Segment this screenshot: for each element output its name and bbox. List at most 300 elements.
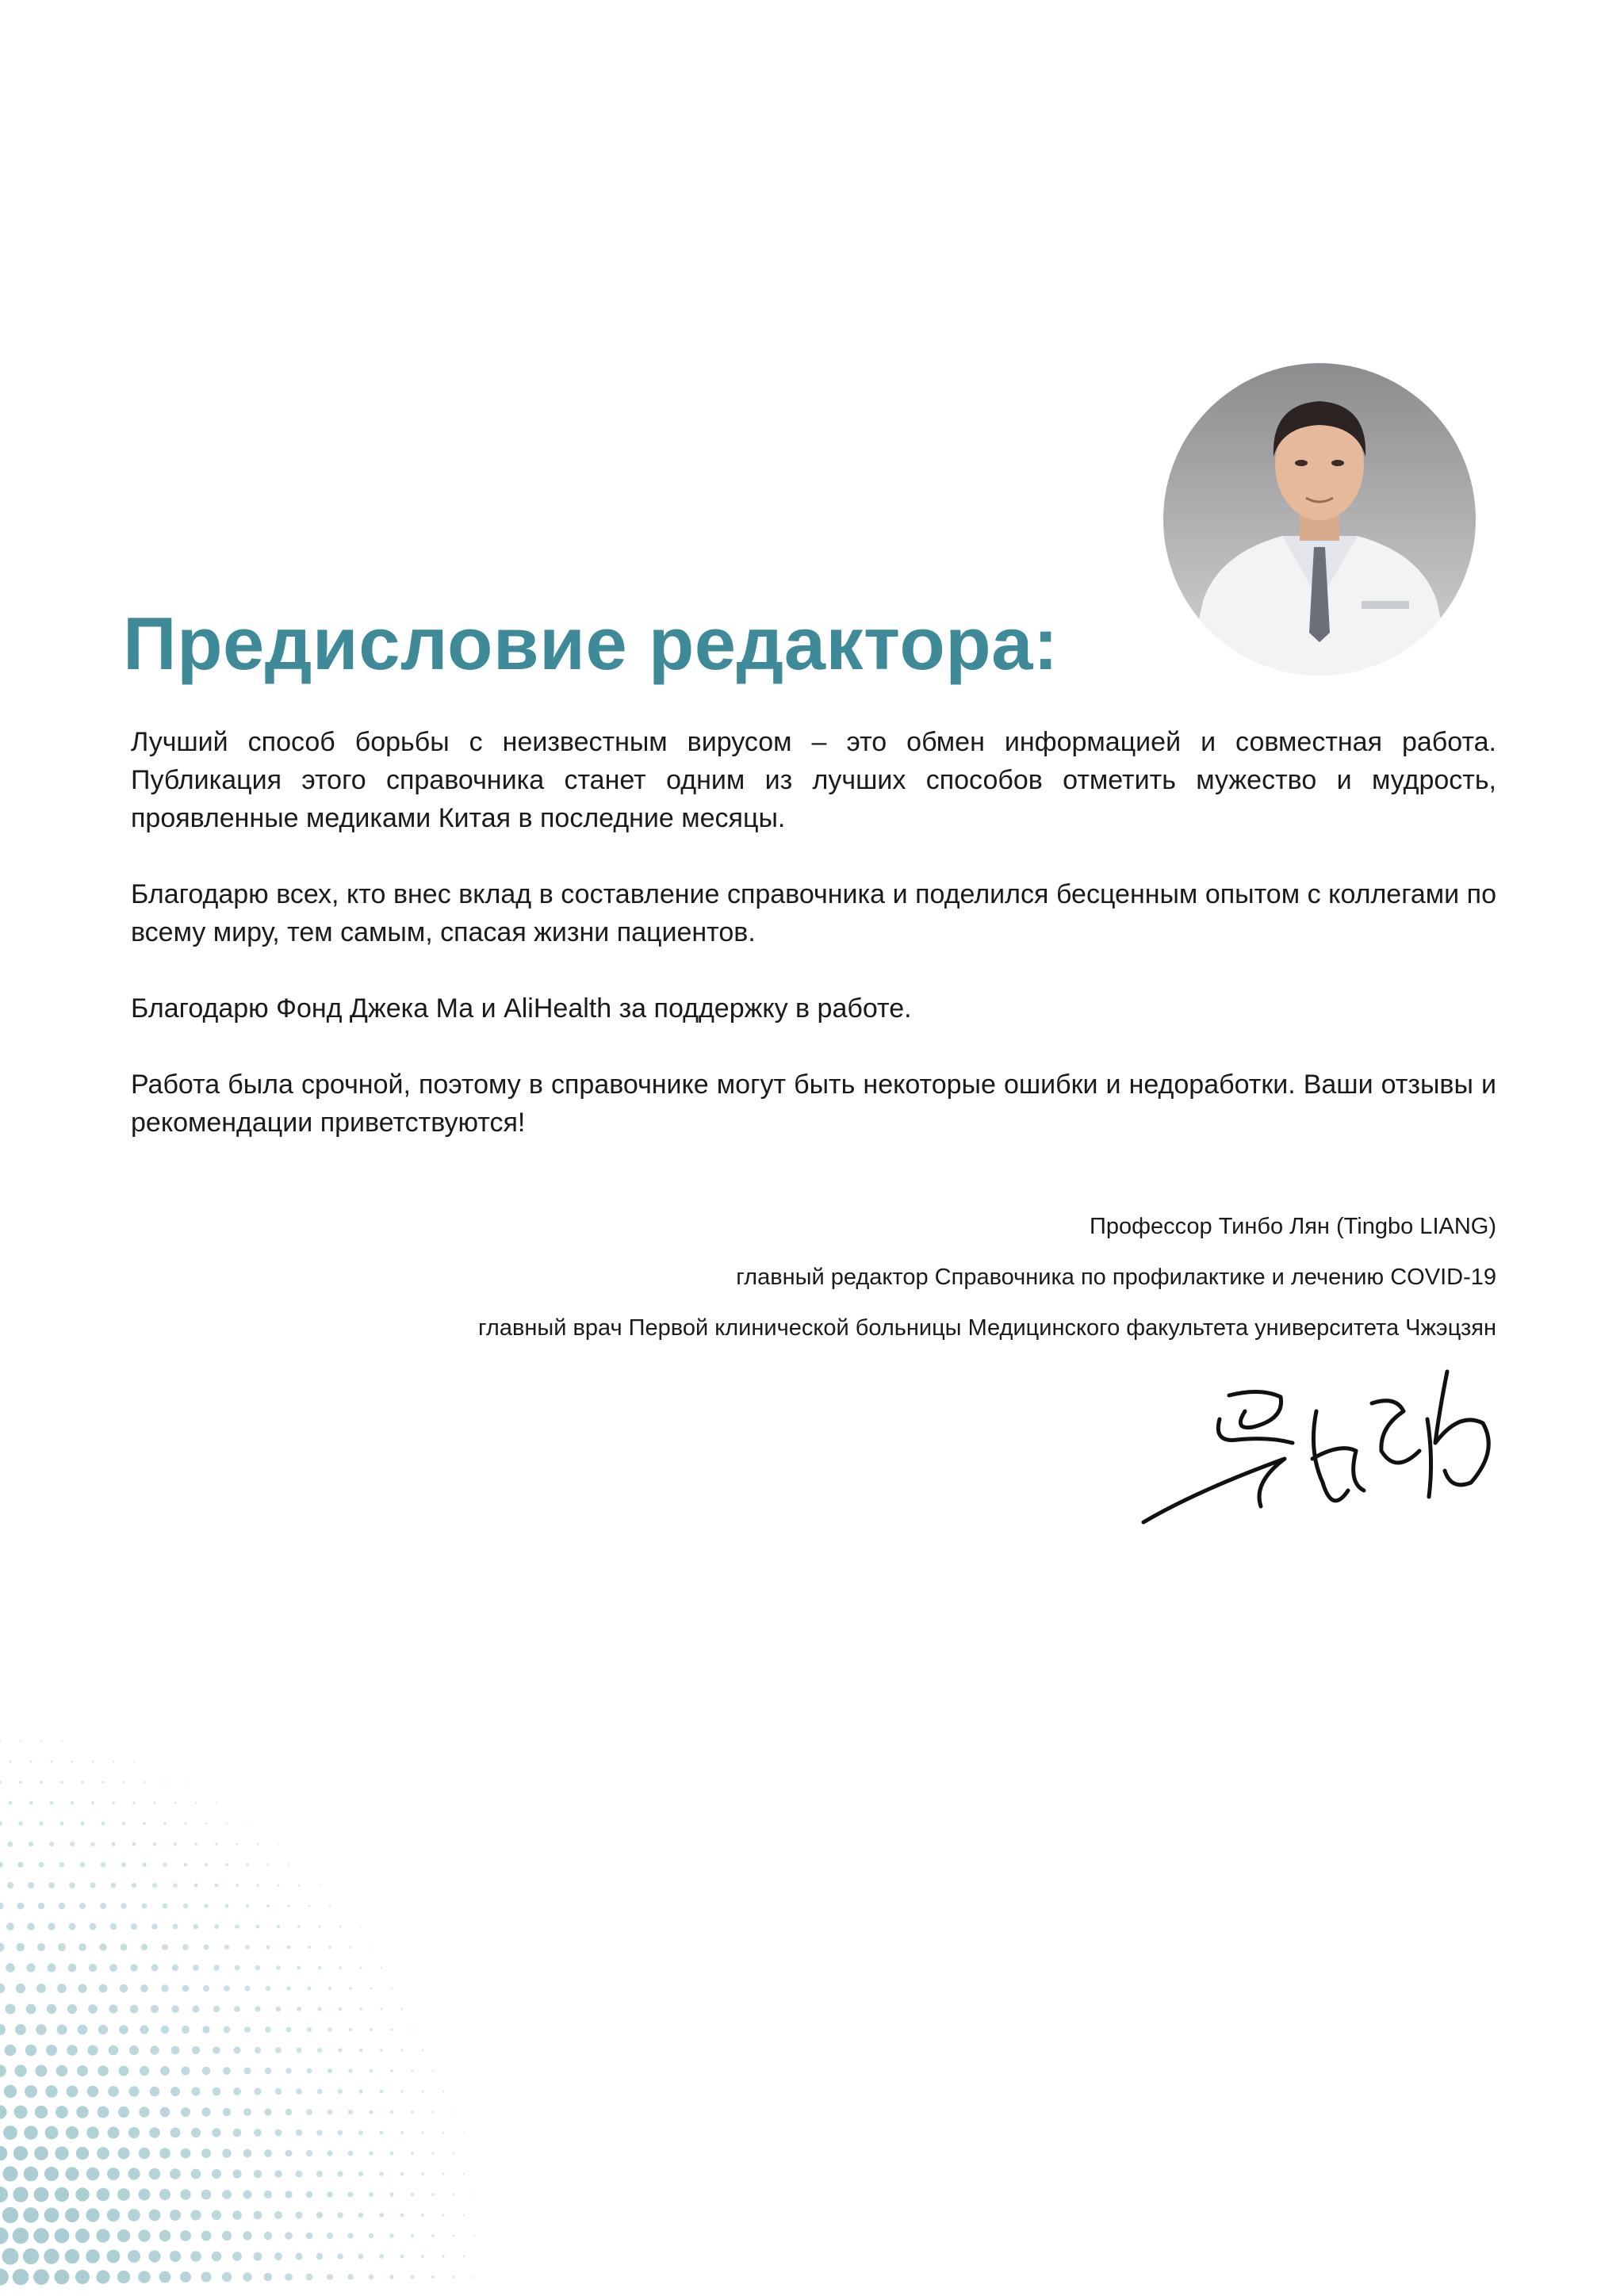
halftone-dot [79, 1903, 86, 1909]
halftone-dot [212, 2128, 220, 2137]
halftone-dot [0, 1862, 3, 1867]
halftone-dot [119, 2066, 129, 2076]
halftone-dot [202, 2026, 209, 2033]
halftone-dot [421, 2131, 423, 2133]
halftone-dot [23, 2248, 39, 2264]
halftone-dot [277, 1884, 279, 1886]
halftone-dot [69, 1882, 75, 1888]
halftone-dot [149, 2127, 160, 2138]
halftone-dot [201, 2107, 210, 2116]
halftone-dot [222, 2190, 232, 2199]
halftone-dot [69, 1923, 76, 1931]
halftone-dot [149, 2168, 160, 2179]
halftone-dot [37, 1943, 45, 1951]
halftone-dot [358, 2172, 363, 2176]
halftone-dot [432, 2070, 434, 2072]
halftone-dot [319, 1885, 320, 1886]
halftone-dot [142, 1904, 147, 1909]
halftone-dot [337, 2212, 343, 2218]
halftone-dot [26, 1963, 35, 1972]
halftone-dot [65, 2167, 79, 2180]
halftone-dot [379, 2254, 384, 2259]
halftone-dot [297, 2007, 301, 2011]
halftone-dot [401, 2008, 403, 2010]
halftone-dot [171, 2046, 180, 2055]
halftone-dot [431, 2234, 435, 2237]
halftone-dot [117, 2229, 130, 2242]
halftone-dot [213, 2087, 221, 2096]
halftone-dot [24, 2126, 37, 2139]
paragraph: Благодарю всех, кто внес вклад в составление справочника и поделился бесценным опытом с коллегами по всему миру, тем самым, спасая жизни пациентов. [131, 879, 1496, 947]
halftone-dot [370, 1988, 373, 1990]
halftone-dot [19, 1781, 22, 1784]
halftone-dot [7, 1882, 13, 1888]
halftone-dot [0, 2268, 9, 2285]
halftone-dot [36, 2065, 48, 2077]
halftone-dot [81, 1781, 83, 1783]
halftone-dot [285, 2068, 292, 2074]
halftone-dot [6, 2004, 16, 2015]
halftone-dot [13, 2146, 28, 2160]
halftone-dot [86, 2249, 100, 2263]
halftone-dot [170, 2251, 181, 2262]
halftone-dot [254, 2129, 262, 2137]
halftone-dot [358, 2130, 363, 2135]
halftone-dot [297, 1925, 301, 1928]
halftone-dot [129, 2045, 139, 2055]
halftone-dot [185, 1781, 186, 1783]
halftone-dot [102, 1781, 104, 1783]
halftone-dot [96, 2229, 109, 2242]
halftone-dot [45, 2126, 59, 2140]
halftone-dot [246, 1863, 248, 1866]
halftone-dot [40, 1740, 42, 1742]
halftone-dot [71, 1761, 74, 1763]
halftone-dot [264, 2108, 271, 2115]
halftone-dot [327, 2068, 332, 2073]
halftone-dot [431, 2152, 434, 2154]
halftone-dot [49, 1842, 54, 1846]
halftone-dot [57, 1984, 67, 1993]
halftone-dot [453, 2194, 455, 2196]
halftone-dot [50, 1801, 54, 1805]
halftone-dot [224, 1945, 229, 1950]
halftone-dot [113, 1761, 114, 1762]
halftone-dot [0, 2105, 7, 2118]
halftone-dot [453, 2276, 455, 2279]
halftone-dot [201, 2272, 212, 2283]
halftone-dot [390, 2028, 393, 2030]
halftone-dot [411, 2193, 414, 2196]
halftone-dot [381, 1967, 382, 1969]
halftone-dot [338, 2048, 342, 2052]
halftone-dot [191, 2128, 201, 2137]
halftone-dot [24, 2167, 39, 2182]
halftone-dot [110, 1923, 117, 1930]
halftone-dot [389, 2192, 393, 2196]
halftone-dot [308, 1905, 311, 1908]
page-title: Предисловие редактора: [123, 602, 1059, 685]
halftone-dot [307, 2027, 312, 2032]
halftone-dot [174, 1843, 177, 1846]
halftone-dot [27, 1923, 35, 1931]
halftone-dot [59, 1903, 65, 1909]
halftone-dot [318, 1925, 320, 1927]
halftone-dot [276, 1965, 281, 1970]
halftone-dot-decoration [0, 1617, 555, 2296]
halftone-dot [379, 2213, 384, 2218]
halftone-dot [190, 2251, 201, 2261]
halftone-dot [411, 2152, 414, 2155]
halftone-dot [243, 2231, 251, 2240]
halftone-dot [139, 2148, 150, 2159]
halftone-dot [205, 1823, 208, 1825]
halftone-dot [285, 2191, 292, 2198]
halftone-dot [130, 2005, 139, 2014]
paragraph: Благодарю Фонд Джека Ма и AliHealth за поддержку в работе. [131, 993, 912, 1024]
halftone-dot [225, 1863, 228, 1866]
halftone-dot [316, 2212, 323, 2218]
halftone-dot [243, 2108, 251, 2116]
halftone-dot [182, 2067, 190, 2076]
halftone-dot [152, 1883, 157, 1888]
halftone-dot [150, 2087, 160, 2097]
halftone-dot [245, 1945, 250, 1950]
halftone-dot [142, 1862, 147, 1867]
halftone-dot [97, 2188, 110, 2202]
halftone-dot [285, 2273, 293, 2281]
halftone-dot [389, 2275, 393, 2279]
halftone-dot [400, 2049, 403, 2051]
halftone-dot [348, 2110, 353, 2114]
halftone-dot [339, 1966, 342, 1969]
preface-body [131, 723, 1496, 1142]
halftone-dot [170, 2128, 181, 2138]
halftone-dot [184, 1822, 186, 1824]
halftone-dot [317, 2048, 322, 2053]
halftone-dot [128, 2168, 140, 2179]
halftone-dot [275, 2130, 282, 2137]
halftone-dot [6, 1923, 14, 1931]
halftone-dot [432, 2111, 435, 2114]
halftone-dot [86, 2168, 100, 2181]
halftone-dot [0, 2064, 6, 2077]
halftone-dot [400, 2255, 404, 2259]
halftone-dot [128, 2127, 140, 2138]
halftone-dot [75, 2229, 90, 2243]
halftone-dot [213, 2006, 220, 2012]
halftone-dot [285, 2109, 292, 2115]
halftone-dot [257, 1843, 259, 1845]
halftone-dot [411, 2110, 414, 2114]
halftone-dot [97, 2147, 109, 2160]
halftone-dot [60, 1781, 63, 1784]
halftone-dot [65, 2208, 79, 2222]
halftone-dot [369, 2233, 373, 2238]
halftone-dot [122, 1822, 125, 1825]
halftone-dot [202, 2067, 210, 2075]
halftone-dot [172, 1965, 178, 1971]
halftone-dot [88, 2004, 98, 2014]
halftone-dot [442, 2214, 444, 2216]
halftone-dot [140, 2025, 148, 2034]
halftone-dot [15, 2024, 26, 2035]
halftone-dot [215, 1884, 219, 1888]
halftone-dot [120, 1984, 128, 1992]
halftone-dot [171, 2005, 179, 2013]
halftone-dot [412, 2029, 413, 2030]
halftone-dot [442, 2091, 444, 2092]
halftone-dot [256, 1884, 259, 1887]
halftone-dot [232, 2252, 242, 2261]
halftone-dot [8, 1842, 13, 1847]
halftone-dot [183, 1904, 188, 1908]
halftone-dot [400, 2172, 404, 2176]
halftone-dot [121, 1903, 126, 1908]
halftone-dot [192, 2005, 199, 2012]
halftone-dot [264, 2273, 273, 2282]
halftone-dot [45, 2085, 57, 2097]
halftone-dot [297, 1966, 301, 1970]
halftone-dot [213, 2046, 220, 2054]
halftone-dot [195, 1802, 197, 1804]
halftone-dot [36, 1984, 46, 1993]
halftone-dot [55, 2270, 70, 2285]
author-credits [478, 1211, 1496, 1363]
halftone-dot [337, 2171, 343, 2176]
halftone-dot [9, 1801, 13, 1805]
halftone-dot [338, 2089, 343, 2094]
halftone-dot [329, 1905, 331, 1907]
halftone-dot [205, 1863, 208, 1866]
halftone-dot [68, 1964, 77, 1973]
halftone-dot [389, 2233, 393, 2237]
halftone-dot [151, 1923, 158, 1930]
halftone-dot [400, 2090, 404, 2093]
halftone-dot [274, 2170, 282, 2178]
halftone-dot [117, 2188, 130, 2201]
halftone-dot [160, 2107, 170, 2118]
author-position: главный врач Первой клинической больницы Медицинского факультета университета Чжэцзян [477, 1315, 1496, 1341]
halftone-dot [75, 2270, 90, 2284]
halftone-dot [0, 1781, 2, 1784]
halftone-dot [33, 2228, 49, 2244]
halftone-dot [66, 2126, 79, 2139]
halftone-dot [245, 1986, 251, 1992]
halftone-dot [421, 2172, 424, 2175]
halftone-dot [317, 2007, 321, 2011]
halftone-dot [463, 2256, 465, 2258]
halftone-dot [90, 1842, 95, 1846]
halftone-dot [0, 1943, 4, 1952]
halftone-dot [107, 2250, 121, 2263]
halftone-dot [35, 2106, 48, 2118]
halftone-dot [181, 2107, 190, 2117]
halftone-dot [160, 2066, 170, 2076]
halftone-dot [86, 2208, 99, 2221]
halftone-dot [274, 2252, 282, 2260]
halftone-dot [243, 2149, 252, 2158]
halftone-dot [473, 2194, 475, 2195]
halftone-dot [255, 2006, 260, 2011]
halftone-dot [285, 2150, 293, 2157]
halftone-dot [0, 1821, 2, 1826]
halftone-dot [339, 1926, 342, 1928]
halftone-dot [370, 2069, 373, 2073]
halftone-dot [201, 2149, 211, 2158]
halftone-dot [56, 2106, 68, 2118]
halftone-dot [204, 1945, 209, 1950]
halftone-dot [36, 2024, 46, 2034]
halftone-dot [232, 2210, 242, 2220]
halftone-dot [431, 2193, 435, 2196]
handwritten-signature [1134, 1364, 1499, 1538]
halftone-dot [327, 2110, 333, 2115]
halftone-dot [400, 2214, 404, 2218]
halftone-dot [151, 1965, 159, 1972]
halftone-dot [173, 1883, 178, 1888]
halftone-dot [71, 1801, 74, 1804]
halftone-dot [55, 2229, 70, 2244]
halftone-dot [327, 2027, 331, 2031]
halftone-dot [286, 1986, 291, 1991]
halftone-dot [193, 1883, 197, 1887]
halftone-dot [190, 2210, 201, 2220]
halftone-dot [306, 2191, 313, 2198]
halftone-dot [223, 2067, 231, 2075]
halftone-dot [30, 1761, 33, 1763]
halftone-dot [214, 1924, 219, 1929]
halftone-dot [316, 2130, 322, 2135]
halftone-dot [13, 2187, 28, 2202]
halftone-dot [380, 2049, 383, 2052]
halftone-dot [236, 1843, 239, 1846]
halftone-dot [121, 1944, 128, 1951]
halftone-dot [4, 2085, 17, 2098]
halftone-dot [13, 2228, 29, 2244]
halftone-dot [276, 2007, 282, 2012]
halftone-dot [76, 2106, 88, 2118]
halftone-dot [161, 2026, 170, 2034]
halftone-dot [65, 2249, 79, 2263]
halftone-dot [264, 2232, 272, 2240]
halftone-dot [87, 2086, 98, 2097]
halftone-dot [133, 1761, 135, 1762]
halftone-dot [350, 1946, 352, 1949]
halftone-dot [149, 2210, 161, 2221]
halftone-dot [67, 2086, 79, 2098]
halftone-dot [246, 1904, 250, 1908]
halftone-dot [118, 2148, 130, 2160]
halftone-dot [0, 2146, 7, 2161]
halftone-dot [51, 1761, 53, 1763]
halftone-dot [138, 2271, 151, 2283]
halftone-dot [180, 2189, 190, 2199]
halftone-dot [90, 1882, 95, 1888]
halftone-dot [275, 2088, 282, 2095]
halftone-dot [128, 2209, 140, 2221]
halftone-dot [0, 2187, 8, 2202]
halftone-dot [369, 2151, 373, 2156]
halftone-dot [316, 2171, 323, 2177]
halftone-dot [159, 2271, 171, 2283]
halftone-dot [463, 2173, 465, 2175]
halftone-dot [255, 2047, 261, 2053]
halftone-dot [254, 2170, 262, 2178]
halftone-dot [411, 2234, 415, 2238]
halftone-dot [182, 1985, 190, 1992]
halftone-dot [161, 1984, 168, 1992]
halftone-dot [48, 1923, 55, 1930]
halftone-dot [79, 1943, 86, 1951]
halftone-dot [67, 2004, 77, 2014]
halftone-dot [99, 1943, 106, 1950]
halftone-dot [327, 2233, 333, 2239]
halftone-dot [358, 2213, 364, 2218]
halftone-dot [234, 2047, 241, 2054]
halftone-dot [132, 1801, 135, 1804]
halftone-dot [338, 2130, 343, 2136]
halftone-dot [25, 2045, 36, 2056]
halftone-dot [16, 1984, 25, 1993]
halftone-dot [316, 2253, 323, 2260]
halftone-dot [13, 2269, 29, 2286]
halftone-dot [442, 2132, 445, 2134]
halftone-dot [379, 2172, 384, 2176]
halftone-dot [359, 2049, 363, 2053]
halftone-dot [327, 2150, 332, 2156]
halftone-dot [463, 2132, 465, 2133]
halftone-dot [80, 1862, 86, 1868]
halftone-dot [184, 1863, 188, 1867]
halftone-dot [212, 2210, 221, 2220]
halftone-dot [328, 1946, 331, 1948]
halftone-dot [163, 1862, 167, 1866]
halftone-dot [151, 2005, 159, 2013]
halftone-dot [224, 2026, 231, 2034]
halftone-dot [473, 2235, 475, 2237]
halftone-dot [191, 2087, 200, 2095]
halftone-dot [442, 2255, 444, 2257]
halftone-dot [87, 2045, 98, 2055]
halftone-dot [131, 1923, 137, 1930]
halftone-dot [0, 1903, 4, 1910]
halftone-dot [193, 1924, 199, 1930]
halftone-dot [75, 2187, 89, 2201]
halftone-dot [138, 2229, 150, 2241]
halftone-dot [243, 2272, 251, 2281]
halftone-dot [308, 1987, 312, 1991]
halftone-dot [111, 1883, 117, 1888]
halftone-dot [347, 2274, 353, 2279]
halftone-dot [422, 2091, 424, 2093]
halftone-dot [109, 2045, 119, 2056]
halftone-dot [78, 1984, 86, 1992]
halftone-dot [182, 1944, 188, 1950]
halftone-dot [23, 2207, 39, 2223]
halftone-dot [2, 2248, 19, 2265]
halftone-dot [170, 2087, 180, 2096]
halftone-dot [224, 1985, 230, 1992]
halftone-dot [201, 2231, 212, 2241]
halftone-dot [121, 1862, 126, 1867]
halftone-dot [337, 2253, 343, 2260]
halftone-dot [298, 1885, 301, 1887]
halftone-dot [119, 2025, 128, 2034]
halftone-dot [128, 2086, 139, 2096]
halftone-dot [14, 2106, 28, 2119]
halftone-dot [286, 2027, 292, 2033]
